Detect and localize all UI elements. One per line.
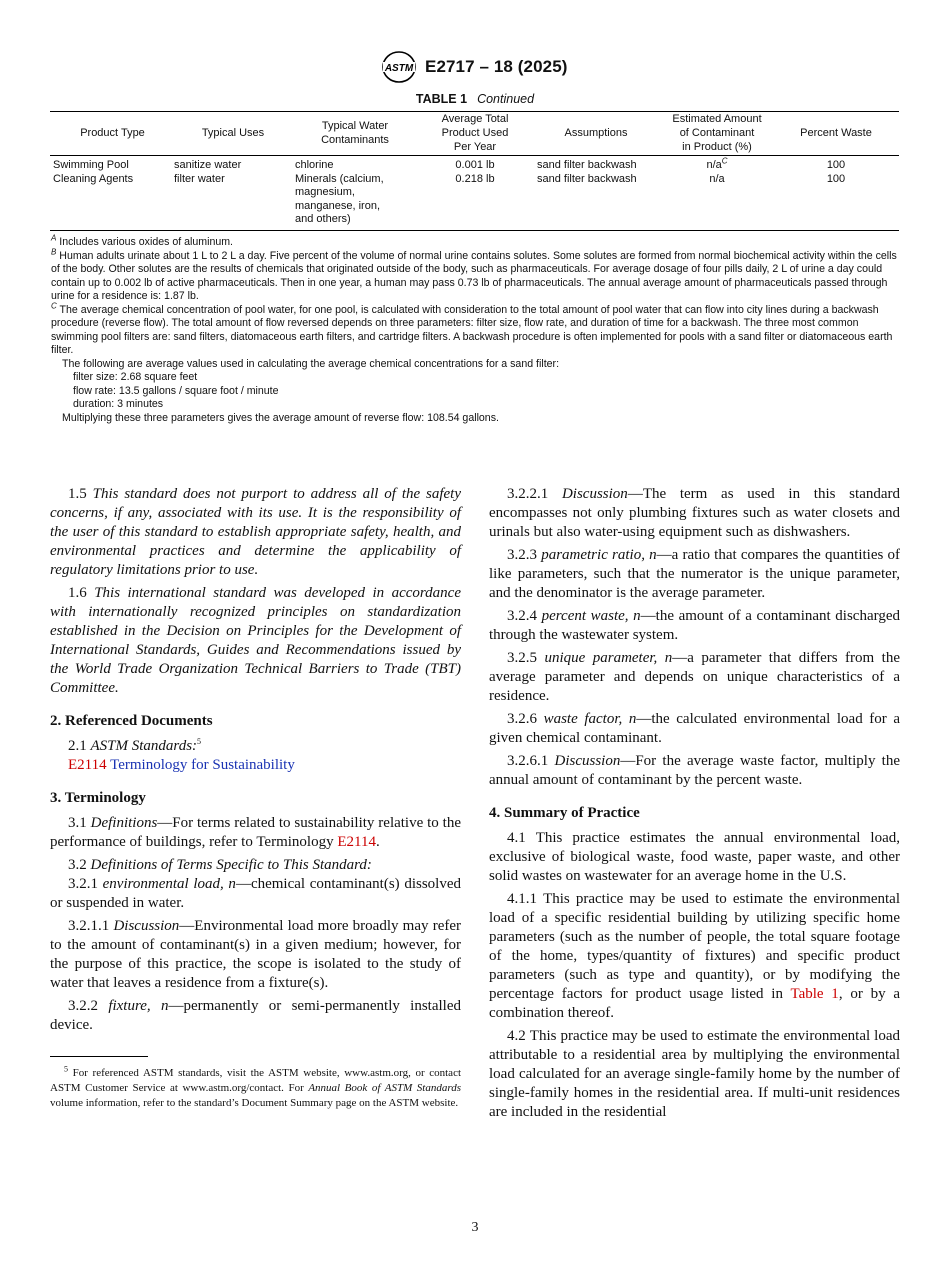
left-column [50, 485, 461, 1039]
heading-referenced-documents: 2. Referenced Documents [50, 713, 213, 729]
section-3-2-4: 3.2.4 percent waste, n—the amount of a contaminant discharged through the wastewater system. [489, 608, 900, 643]
col-header-product-type: Product Type [80, 127, 145, 139]
section-3-2-1: 3.2.1 environmental load, n—chemical contaminant(s) dissolved or suspended in water. [50, 876, 461, 911]
note-c-flow-rate: flow rate: 13.5 gallons / square foot / minute [73, 384, 279, 397]
col-header-avg-product: Average Total Product Used Per Year [441, 113, 509, 153]
section-1-5: 1.5 This standard does not purport to address all of the safety concerns, if any, associated with its use. It is the responsibility of the user of this standard to establish appropriate safety, health, and environmental practices and determine the applicability of regulatory limitations prior to use. [50, 486, 462, 578]
terminology-e2114-link[interactable]: E2114 [337, 834, 376, 850]
col-header-typical-uses: Typical Uses [201, 127, 265, 139]
ref-e2114-title-link[interactable]: Terminology for Sustainability [110, 757, 295, 773]
note-c-following: The following are average values used in calculating the average chemical concentrations for a sand filter: [62, 357, 560, 370]
table-continued: Continued [477, 92, 535, 106]
right-column [489, 485, 900, 1126]
section-3-2-6: 3.2.6 waste factor, n—the calculated environmental load for a given chemical contaminant. [489, 711, 901, 746]
footnote-rule [50, 1056, 148, 1057]
table-caption [0, 92, 950, 106]
cell-contaminants: chlorine Minerals (calcium, magnesium, manganese, iron, and others) [295, 159, 384, 225]
note-c-multiplying: Multiplying these three parameters gives the average amount of reverse flow: 108.54 gallons. [62, 411, 499, 424]
cell-percent-waste: 100 100 [826, 159, 846, 185]
table-number: TABLE 1 [415, 92, 468, 106]
note-c: $^C$ The average chemical concentration of pool water, for one pool, is calculated with consideration to the total amount of pool water that can flow into city lines during a backwash procedure (reverse flow). The total amount of flow reversed depends on three parameters: filter size, flow rate, and duration of time for a backwash. The three most common swimming pool filters are: sand filters, diatomaceous earth filters, and cartridge filters. A backwash procedure is often implemented for pools with a sand filter or diatomaceous earth filter. [51, 300, 893, 356]
section-3-2-5: 3.2.5 unique parameter, n—a parameter that differs from the average parameter and depends on unique characteristics of a residence. [489, 650, 900, 704]
ref-e2114-link[interactable]: E2114 [68, 757, 107, 773]
page-header [0, 50, 950, 86]
note-c-duration: duration: 3 minutes [73, 398, 164, 410]
astm-logo-icon [381, 50, 417, 84]
col-header-est-amount: Estimated Amount of Contaminant in Product (%) [672, 113, 762, 153]
cell-product-type: Swimming Pool Cleaning Agents [53, 159, 134, 185]
heading-summary-of-practice: 4. Summary of Practice [489, 805, 640, 821]
cell-est-amount-1: n/a [706, 159, 722, 171]
section-2-1: 2.1 ASTM Standards:$^5$ [68, 737, 202, 754]
reference-e2114 [50, 756, 461, 775]
cell-est-amount-2: n/a [709, 172, 725, 185]
section-3-1: 3.1 Definitions—For terms related to sustainability relative to the performance of buildings, refer to Terminology E2114. [50, 815, 461, 850]
section-3-2-6-1: 3.2.6.1 Discussion—For the average waste factor, multiply the annual amount of contaminant by the percent waste. [489, 753, 901, 788]
table-header-rule [50, 155, 899, 156]
logo-text: ASTM [384, 63, 414, 74]
document-designation: E2717 – 18 (2025) [425, 57, 568, 76]
table-1-link[interactable]: Table 1 [790, 986, 839, 1002]
section-4-1: 4.1 This practice estimates the annual environmental load, exclusive of biological waste, food waste, paper waste, and other solid wastes on wastewater for an average home in the U.S. [489, 830, 900, 884]
section-1-6: 1.6 This international standard was developed in accordance with internationally recognized principles on standardization established in the Decision on Principles for the Development of International Standards, Guides and Recommendations issued by the World Trade Organization Technical Barriers to Trade (TBT) Committee. [50, 585, 461, 696]
section-3-2-2-1: 3.2.2.1 Discussion—The term as used in this standard encompasses not only plumbing fixtures such as water closets and urinals but also water-using equipment such as dishwashers. [489, 486, 900, 540]
footnote-c-ref: C [721, 156, 728, 166]
section-3-2: 3.2 Definitions of Terms Specific to This Standard: [68, 857, 372, 873]
table-bottom-rule [50, 230, 899, 231]
col-header-percent-waste: Percent Waste [800, 127, 872, 139]
cell-typical-uses: sanitize water filter water [174, 159, 242, 185]
cell-avg-product: 0.001 lb 0.218 lb [455, 159, 495, 185]
table-notes [51, 233, 900, 425]
note-c-filter-size: filter size: 2.68 square feet [73, 371, 198, 383]
table-1 [50, 110, 899, 232]
section-4-1-1: 4.1.1 This practice may be used to estimate the environmental load of a specific residential building by utilizing specific home parameters (such as the number of people, the total square footage of the home, types/quantity of fixtures) and specific product parameters (such as type and quantity), or by modifying the percentage factors for product usage listed in Table 1, or by a combination thereof. [489, 891, 901, 1021]
heading-terminology: 3. Terminology [50, 790, 146, 806]
cell-assumptions: sand filter backwash sand filter backwash [537, 159, 637, 185]
col-header-assumptions: Assumptions [564, 127, 628, 139]
section-3-2-1-1: 3.2.1.1 Discussion—Environmental load more broadly may refer to the amount of contaminant(s) in a given medium; however, for the purpose of this practice, the scope is isolated to the study of water that leaves a residence from a fixture(s). [50, 918, 461, 991]
note-a: $^A$ Includes various oxides of aluminum. [51, 233, 234, 248]
section-3-2-3: 3.2.3 parametric ratio, n—a ratio that compares the quantities of like parameters, such that the numerator is the unique parameter, and the denominator is the average parameter. [489, 547, 900, 601]
cell-est-amount [661, 156, 773, 186]
section-4-2: 4.2 This practice may be used to estimate the environmental load attributable to a residential area by multiplying the environmental load calculated for an average single-family home by the number of single-family homes in the residential area. If multi-unit residences are included in the residential [489, 1028, 901, 1120]
col-header-contaminants: Typical Water Contaminants [321, 120, 389, 146]
note-b: $^B$ Human adults urinate about 1 L to 2 L a day. Five percent of the volume of normal urine contains solutes. Some solutes are formed from normal biochemical activity within the cells of the body. Other solutes are the results of chemicals that originated outside of the body, such as pharmaceuticals. For average dosage of four pills daily, 2 L of urine a day could contain up to 0.002 lb of active pharmaceuticals. Then in one year, a human may pass 0.73 lb of pharmaceuticals. The annual average amount of pharmaceuticals passed through urine for a residence is: 1.87 lb. [51, 246, 897, 302]
section-3-2-2: 3.2.2 fixture, n—permanently or semi-permanently installed device. [50, 998, 461, 1033]
footnote-5: $^5$ For referenced ASTM standards, visit the ASTM website, www.astm.org, or contact ASTM Customer Service at www.astm.org/contact. For Annual Book of ASTM Standards volume information, refer to the standard’s Document Summary page on the ASTM website. [50, 1064, 462, 1109]
page-number: 3 [471, 1220, 479, 1235]
